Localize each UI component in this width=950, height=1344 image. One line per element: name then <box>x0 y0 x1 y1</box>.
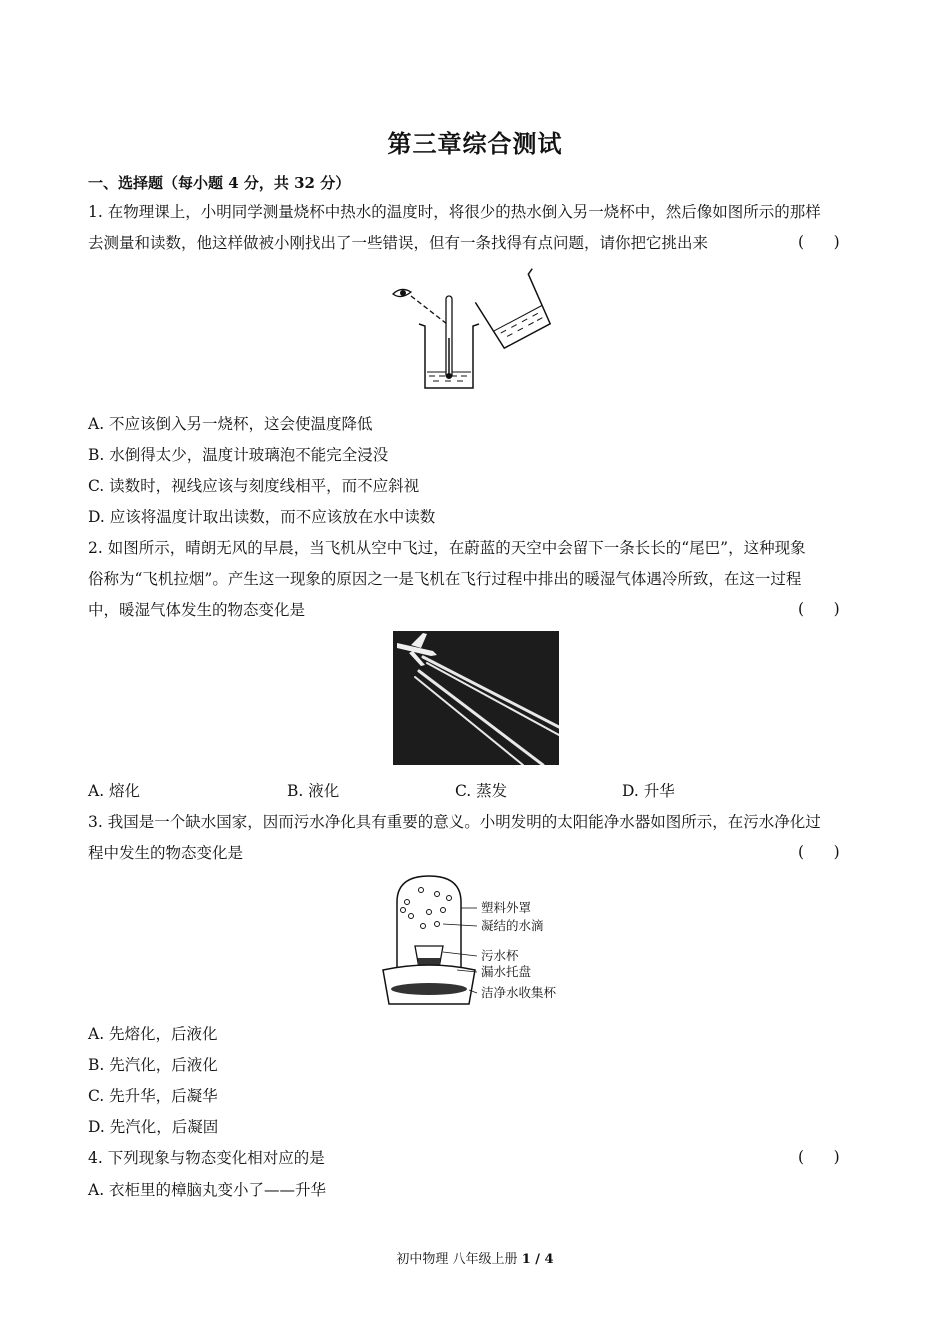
q3-solar-purifier-figure <box>377 872 577 1012</box>
q1-stem-line2: 去测量和读数，他这样做被小刚找出了一些错误，但有一条找得有点问题，请你把它挑出来 <box>88 234 709 252</box>
label-drip-tray: 漏水托盘 <box>481 964 532 979</box>
q3-option-c: C. 先升华，后凝华 <box>88 1087 218 1105</box>
q1-option-c: C. 读数时，视线应该与刻度线相平，而不应斜视 <box>88 477 420 495</box>
q1-option-d: D. 应该将温度计取出读数，而不应该放在水中读数 <box>88 508 436 526</box>
q1-option-a: A. 不应该倒入另一烧杯，这会使温度降低 <box>88 415 373 433</box>
q3-stem-line2: 程中发生的物态变化是 <box>88 844 244 862</box>
q3-answer-blank: ( ) <box>798 843 840 861</box>
q3-option-a: A. 先熔化，后液化 <box>88 1025 218 1043</box>
q2-stem-line1: 2. 如图所示，晴朗无风的早晨，当飞机从空中飞过，在蔚蓝的天空中会留下一条长长的“尾巴”，这种现象 <box>88 539 806 557</box>
label-plastic-cover: 塑料外罩 <box>481 900 532 915</box>
section-heading: 一、选择题（每小题 4 分，共 32 分） <box>88 174 351 192</box>
label-condensed-drops: 凝结的水滴 <box>481 918 544 933</box>
q4-option-a: A. 衣柜里的樟脑丸变小了——升华 <box>88 1181 327 1199</box>
q4-stem-line1: 4. 下列现象与物态变化相对应的是 <box>88 1149 325 1167</box>
page-number: 1 / 4 <box>521 1252 554 1267</box>
page-footer <box>0 1248 950 1267</box>
page-title: 第三章综合测试 <box>387 129 563 158</box>
q1-thermometer-figure <box>385 268 570 393</box>
q3-stem-line1: 3. 我国是一个缺水国家，因而污水净化具有重要的意义。小明发明的太阳能净水器如图所示，在污水净化过 <box>88 813 821 831</box>
q3-option-b: B. 先汽化，后液化 <box>88 1056 218 1074</box>
q2-stem-line2: 俗称为“飞机拉烟”。产生这一现象的原因之一是飞机在飞行过程中排出的暖湿气体遇冷所致，在这一过程 <box>88 570 802 588</box>
q2-option-a: A. 熔化 <box>88 782 141 800</box>
q2-option-b: B. 液化 <box>287 782 340 800</box>
q1-option-b: B. 水倒得太少，温度计玻璃泡不能完全浸没 <box>88 446 389 464</box>
q2-option-d: D. 升华 <box>622 782 675 800</box>
q1-answer-blank: ( ) <box>798 233 840 251</box>
q2-answer-blank: ( ) <box>798 600 840 618</box>
eye-icon <box>393 289 411 296</box>
q2-contrail-photo <box>393 631 559 765</box>
q3-option-d: D. 先汽化，后凝固 <box>88 1118 219 1136</box>
footer-text: 初中物理 八年级上册 <box>396 1252 522 1267</box>
q4-answer-blank: ( ) <box>798 1148 840 1166</box>
q2-stem-line3: 中，暖湿气体发生的物态变化是 <box>88 601 306 619</box>
q1-stem-line1: 1. 在物理课上，小明同学测量烧杯中热水的温度时，将很少的热水倒入另一烧杯中，然后像如图所示的那样 <box>88 203 821 221</box>
label-dirty-water-cup: 污水杯 <box>481 948 519 963</box>
q2-option-c: C. 蒸发 <box>455 782 508 800</box>
label-clean-water-cup: 洁净水收集杯 <box>481 985 557 1000</box>
